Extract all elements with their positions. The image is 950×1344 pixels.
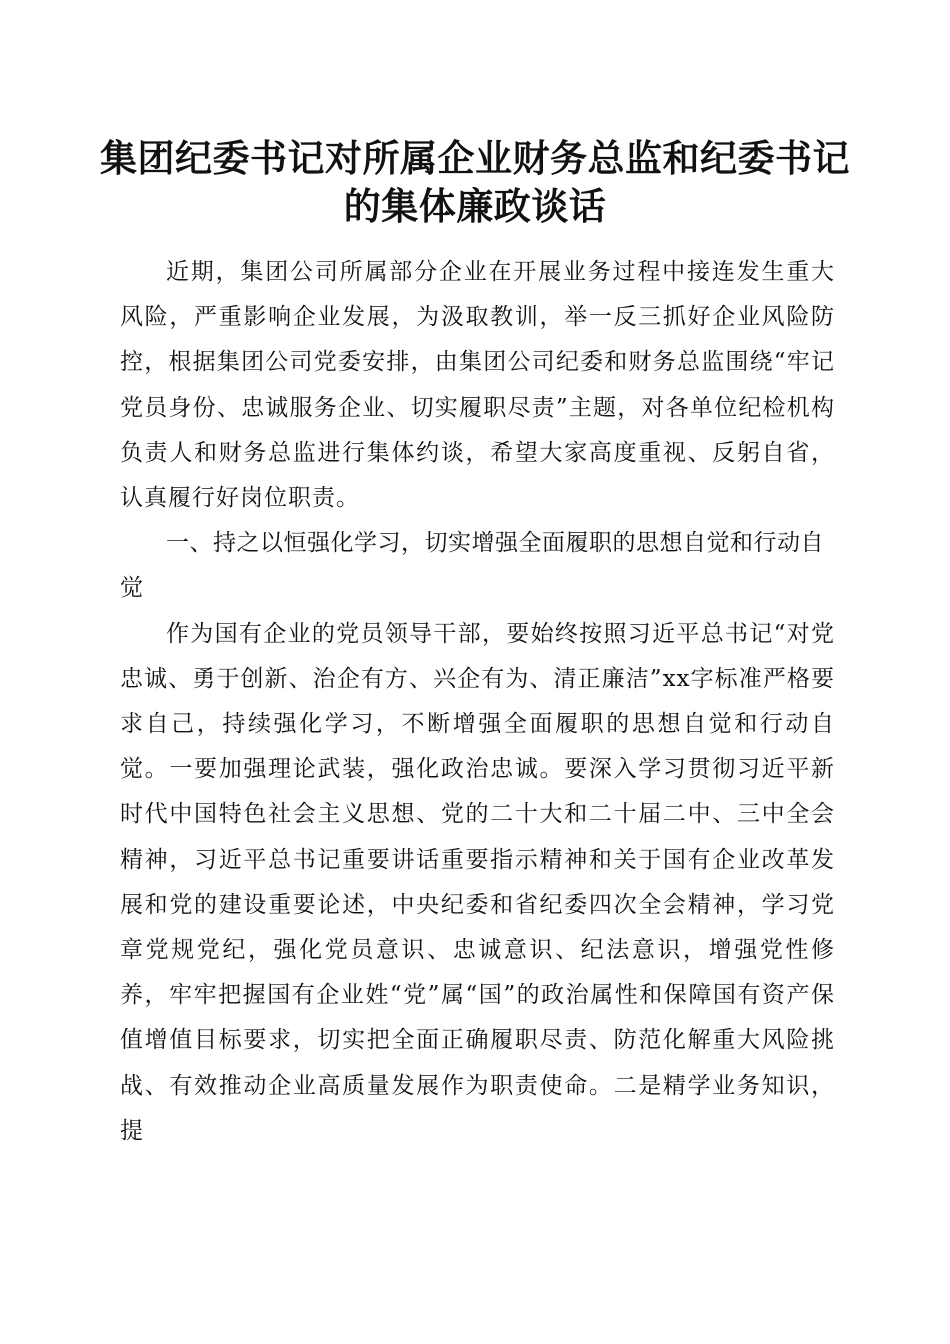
section-heading: 一、持之以恒强化学习，切实增强全面履职的思想自觉和行动自觉 [120, 530, 824, 602]
title-line-2: 的集体廉政谈话 [343, 184, 607, 228]
intro-paragraph: 近期，集团公司所属部分企业在开展业务过程中接连发生重大风险，严重影响企业发展，为汲取教训，举一反三抓好企业风险防控，根据集团公司党委安排，由集团公司纪委和财务总监围绕“牢记党员身份、忠诚服务企业、切实履职尽责”主题，对各单位纪检机构负责人和财务总监进行集体约谈，希望大家高度重视、反躬自省，认真履行好岗位职责。 [120, 259, 835, 512]
title-line-1: 集团纪委书记对所属企业财务总监和纪委书记 [100, 136, 850, 180]
section-paragraph: 作为国有企业的党员领导干部，要始终按照习近平总书记“对党忠诚、勇于创新、治企有方、兴企有为、清正廉洁”xx字标准严格要求自己，持续强化学习，不断增强全面履职的思想自觉和行动自觉。一要加强理论武装，强化政治忠诚。要深入学习贯彻习近平新时代中国特色社会主义思想、党的二十大和二十届二中、三中全会精神，习近平总书记重要讲话重要指示精神和关于国有企业改革发展和党的建设重要论述，中央纪委和省纪委四次全会精神，学习党章党规党纪，强化党员意识、忠诚意识、纪法意识，增强党性修养，牢牢把握国有企业姓“党”属“国”的政治属性和保障国有资产保值增值目标要求，切实把全面正确履职尽责、防范化解重大风险挑战、有效推动企业高质量发展作为职责使命。二是精学业务知识，提 [120, 620, 835, 1144]
document-title [100, 134, 850, 230]
document-body [120, 250, 835, 1154]
